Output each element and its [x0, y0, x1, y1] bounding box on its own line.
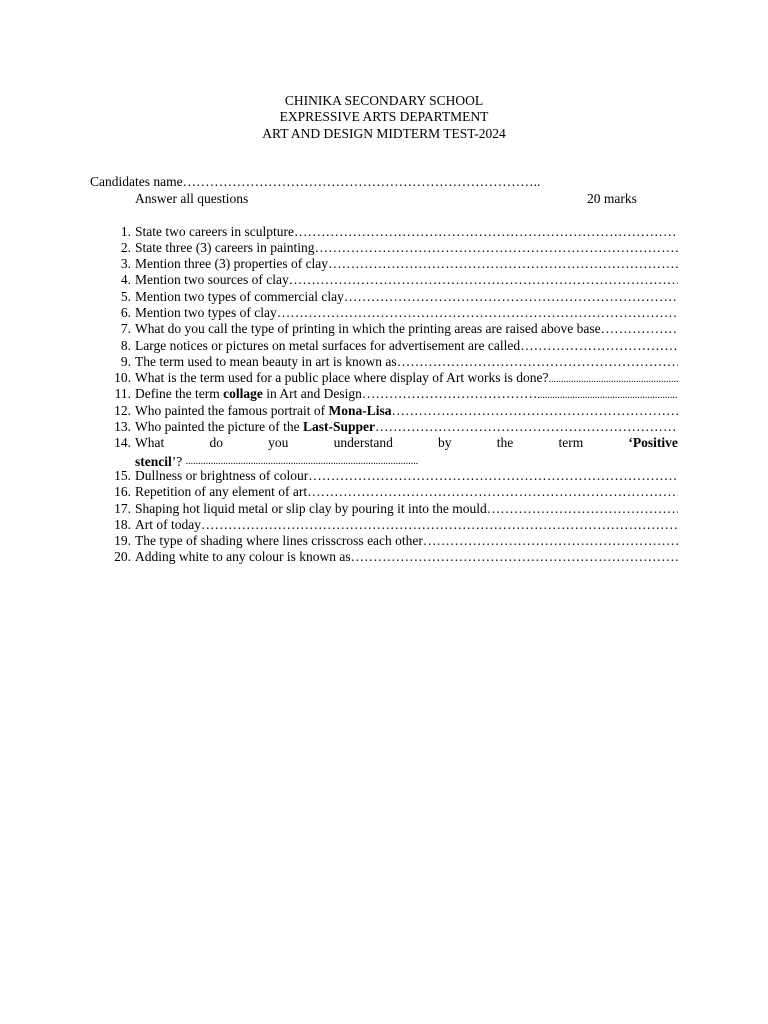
question-number: 16. — [114, 484, 131, 500]
question-item — [100, 338, 678, 354]
test-title: ART AND DESIGN MIDTERM TEST-2024 — [262, 125, 506, 141]
candidate-name-label: Candidates name — [90, 174, 183, 189]
question-list — [100, 224, 678, 566]
question-number: 3. — [120, 256, 131, 272]
answer-blank — [294, 224, 678, 239]
question-number: 10. — [114, 370, 131, 386]
question-text: Who painted the picture of the Last-Supper ……………………………………………………………………………………………………………………………………………………………… — [135, 419, 678, 435]
question-number: 13. — [114, 419, 131, 435]
answer-blank — [328, 256, 678, 271]
question-item — [100, 403, 678, 419]
question-text: Mention three (3) properties of clay ……………………………………………………………………………………………………………………………………………………………… — [135, 256, 678, 272]
bold-term: stencil — [135, 453, 172, 469]
question-text: Define the term collage in Art and Design………………………………… ..... — [135, 386, 678, 404]
question-number: 6. — [120, 304, 131, 320]
question-text: The term used to mean beauty in art is known as ……………………………………………………………………………………………………………………………………………………………… — [135, 354, 678, 370]
answer-blank — [308, 468, 678, 483]
question-item — [100, 533, 678, 549]
question-item — [100, 240, 678, 256]
answer-blank — [391, 403, 678, 418]
bold-term: ‘Positive — [628, 435, 678, 451]
question-text: Repetition of any element of art ……………………………………………………………………………………………………………………………………………………………… — [135, 484, 678, 500]
total-marks: 20 marks — [587, 190, 637, 206]
question-text: Art of today ……………………………………………………………………………………………………………………………………………………………… — [135, 517, 678, 533]
question-item — [100, 468, 678, 484]
candidate-name-blank: …………………………………………………………………….. — [182, 174, 541, 189]
question-text: Adding white to any colour is known as ……………………………………………………………………………………………………………………………………………………………… — [135, 549, 678, 565]
answer-blank — [487, 501, 678, 516]
instruction-text: Answer all questions — [135, 190, 249, 206]
question-text: Mention two sources of clay ……………………………………………………………………………………………………………………………………………………………… — [135, 272, 678, 288]
question-item — [100, 517, 678, 533]
answer-blank — [289, 272, 678, 287]
question-number: 20. — [114, 549, 131, 565]
question-number: 2. — [120, 239, 131, 255]
question-text: Large notices or pictures on metal surfaces for advertisement are called ……………………………………………………………………………………………………………………………………………………………… — [135, 338, 678, 354]
answer-blank — [520, 338, 678, 353]
answer-blank — [423, 533, 678, 548]
question-number: 11. — [114, 386, 131, 402]
question-text-continued: stencil’? ..... — [135, 452, 678, 470]
question-text: The type of shading where lines crisscross each other ……………………………………………………………………………………………………………………………………………………………… — [135, 533, 678, 549]
question-number: 8. — [120, 337, 131, 353]
question-item — [100, 549, 678, 565]
school-name: CHINIKA SECONDARY SCHOOL — [284, 93, 484, 108]
answer-blank — [549, 370, 678, 385]
bold-term: collage — [223, 386, 263, 402]
answer-blank: ………………………………… — [361, 386, 538, 402]
bold-term: Last-Supper — [302, 419, 375, 435]
question-text: Mention two types of clay ……………………………………………………………………………………………………………………………………………………………… — [135, 305, 678, 321]
question-number: 14. — [114, 435, 131, 451]
question-item — [100, 289, 678, 305]
bold-term: Mona-Lisa — [328, 402, 392, 418]
question-item — [100, 419, 678, 435]
answer-blank — [307, 484, 678, 499]
question-text: Who painted the famous portrait of Mona-Lisa ……………………………………………………………………………………………………………………………………………………………… — [135, 403, 678, 419]
question-number: 18. — [114, 516, 131, 532]
answer-blank — [315, 240, 678, 255]
question-number: 7. — [120, 321, 131, 337]
answer-blank — [601, 321, 678, 336]
question-number: 15. — [114, 467, 131, 483]
candidate-name-line — [90, 174, 550, 190]
question-item — [100, 305, 678, 321]
question-number: 12. — [114, 402, 131, 418]
instruction-row — [135, 191, 675, 207]
question-number: 19. — [114, 533, 131, 549]
question-item — [100, 354, 678, 370]
question-text: What do you understand by the term ‘Positive — [135, 435, 678, 451]
question-number: 1. — [120, 223, 131, 239]
question-item — [100, 501, 678, 517]
question-item — [100, 484, 678, 500]
answer-blank — [351, 549, 678, 564]
question-item — [100, 272, 678, 288]
question-item — [100, 256, 678, 272]
question-number: 17. — [114, 500, 131, 516]
answer-blank — [397, 354, 678, 369]
question-text: State three (3) careers in painting ……………………………………………………………………………………………………………………………………………………………… — [135, 240, 678, 256]
answer-blank — [277, 305, 678, 320]
question-item — [100, 435, 678, 468]
department-name: EXPRESSIVE ARTS DEPARTMENT — [279, 109, 489, 125]
question-text: What do you call the type of printing in which the printing areas are raised above base ……………………………………………………………………………………………………………………………………………………………… — [135, 321, 678, 337]
answer-blank — [375, 419, 678, 434]
document-header — [0, 93, 768, 142]
answer-blank — [344, 289, 678, 304]
question-item — [100, 370, 678, 386]
question-text: Mention two types of commercial clay ……………………………………………………………………………………………………………………………………………………………… — [135, 289, 678, 305]
question-number: 5. — [120, 288, 131, 304]
question-item — [100, 224, 678, 240]
answer-blank — [201, 517, 678, 532]
question-text: What is the term used for a public place where display of Art works is done? ..... — [135, 370, 678, 388]
question-number: 4. — [120, 272, 131, 288]
question-text: Dullness or brightness of colour ……………………………………………………………………………………………………………………………………………………………… — [135, 468, 678, 484]
question-text: State two careers in sculpture ……………………………………………………………………………………………………………………………………………………………… — [135, 224, 678, 240]
question-item — [100, 321, 678, 337]
question-text: Shaping hot liquid metal or slip clay by pouring it into the mould ……………………………………………………………………………………………………………………………………………………………… — [135, 501, 678, 517]
question-number: 9. — [120, 353, 131, 369]
question-item — [100, 386, 678, 402]
